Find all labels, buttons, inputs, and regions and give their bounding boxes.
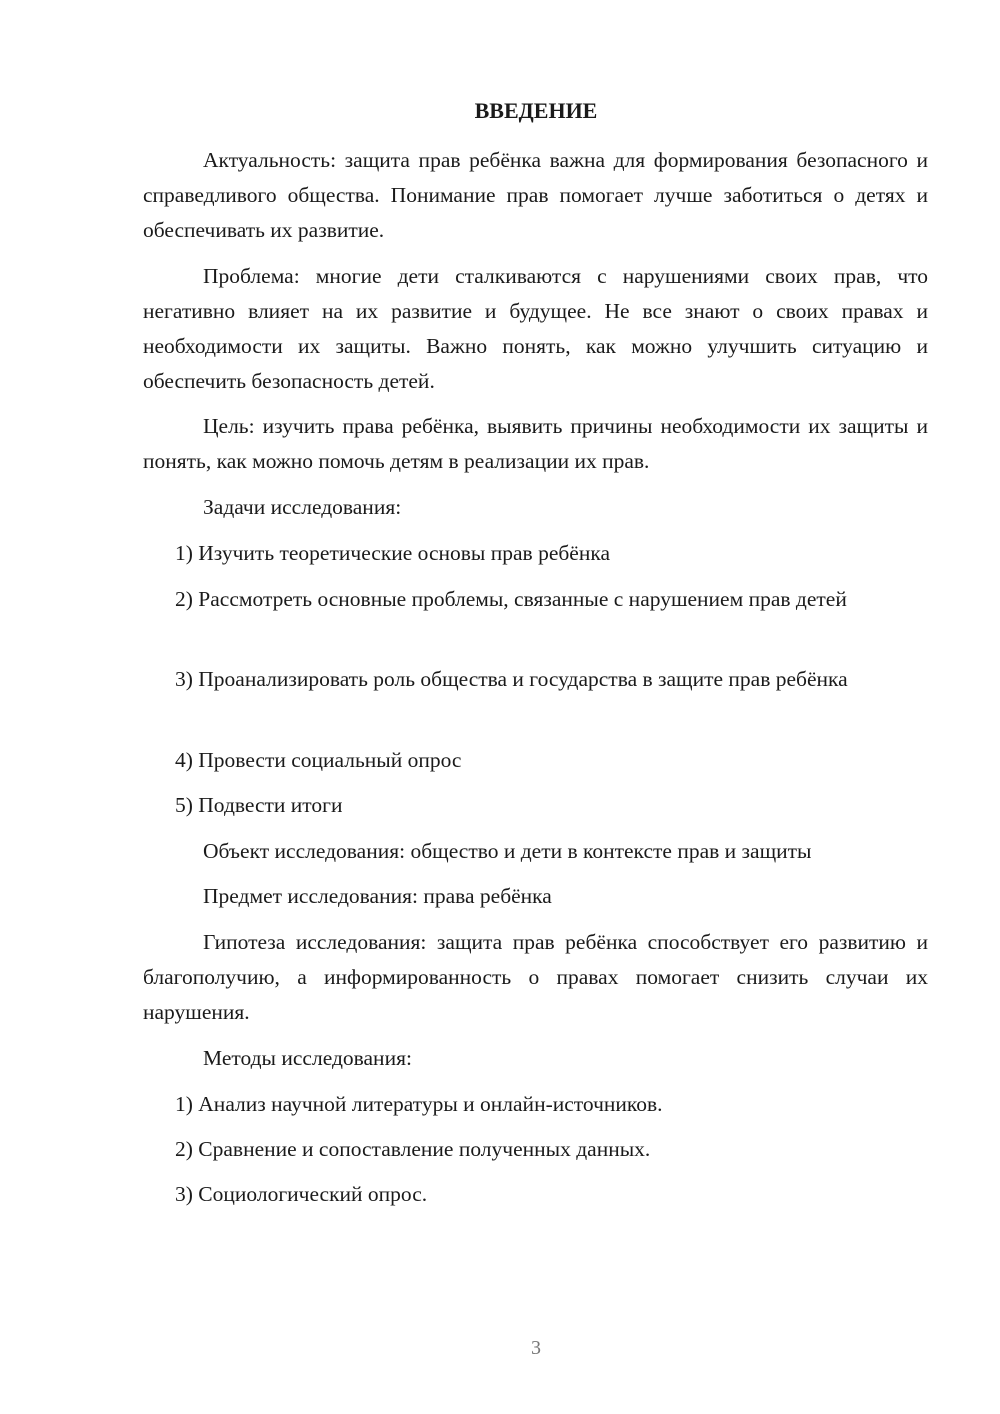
page-title: ВВЕДЕНИЕ <box>474 98 598 123</box>
goal-paragraph: Цель: изучить права ребёнка, выявить причины необходимости их защиты и понять, как можно помочь детям в реализации их прав. <box>143 414 928 473</box>
method-item: 1) Анализ научной литературы и онлайн-источников. <box>175 1092 663 1116</box>
task-item: 3) Проанализировать роль общества и государства в защите прав ребёнка <box>175 667 848 691</box>
method-item: 3) Социологический опрос. <box>175 1182 428 1206</box>
tasks-heading: Задачи исследования: <box>203 495 402 519</box>
task-item: 5) Подвести итоги <box>175 793 343 817</box>
method-item: 2) Сравнение и сопоставление полученных данных. <box>175 1137 651 1161</box>
object-paragraph: Объект исследования: общество и дети в контексте прав и защиты <box>203 839 812 863</box>
hypothesis-paragraph: Гипотеза исследования: защита прав ребёнка способствует его развитию и благополучию, а информированность о правах помогает снизить случаи их нарушения. <box>143 930 928 1024</box>
task-item: 1) Изучить теоретические основы прав ребёнка <box>175 541 611 565</box>
methods-heading: Методы исследования: <box>203 1046 412 1070</box>
task-item: 4) Провести социальный опрос <box>175 748 462 772</box>
task-item: 2) Рассмотреть основные проблемы, связанные с нарушением прав детей <box>175 587 847 611</box>
page-number: 3 <box>531 1337 541 1359</box>
problem-paragraph: Проблема: многие дети сталкиваются с нарушениями своих прав, что негативно влияет на их развитие и будущее. Не все знают о своих правах и необходимости их защиты. Важно понять, как можно улучшить ситуацию и обеспечить безопасность детей. <box>143 264 928 393</box>
subject-paragraph: Предмет исследования: права ребёнка <box>203 884 552 908</box>
relevance-paragraph: Актуальность: защита прав ребёнка важна для формирования безопасного и справедливого общества. Понимание прав помогает лучше заботиться о детях и обеспечивать их развитие. <box>143 148 928 242</box>
